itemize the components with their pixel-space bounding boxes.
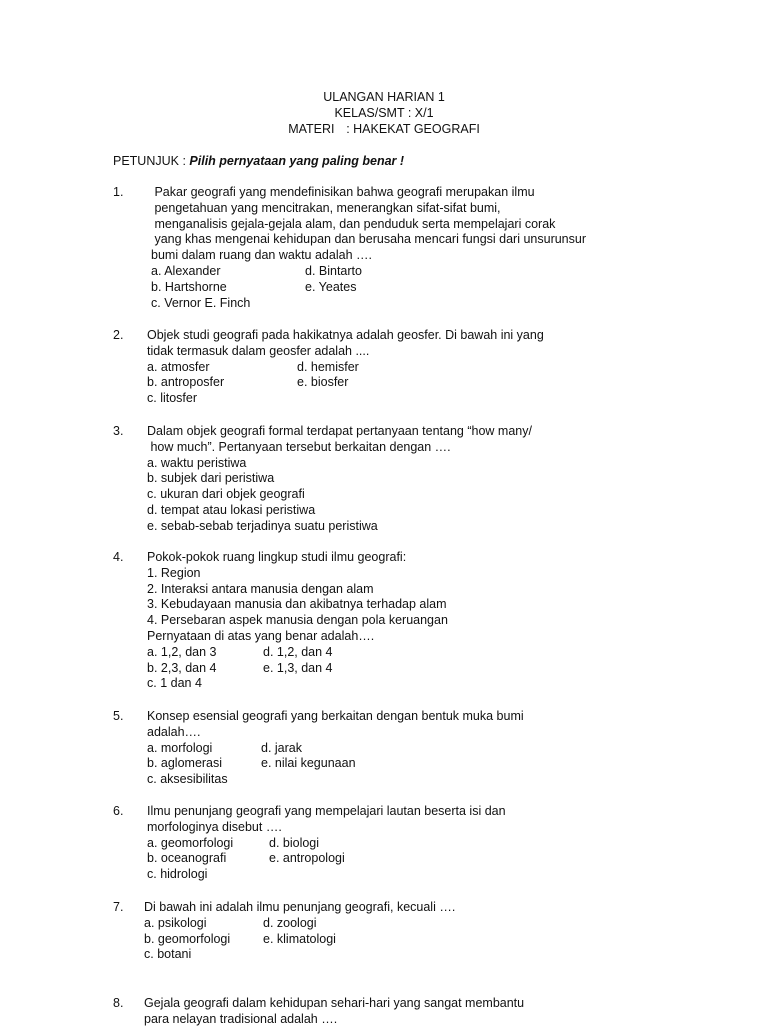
question-number: 2. bbox=[113, 328, 124, 342]
answer-option: d. Bintarto bbox=[305, 263, 362, 278]
class-semester: KELAS/SMT : X/1 bbox=[334, 105, 434, 120]
answer-option: e. sebab-sebab terjadinya suatu peristiwa bbox=[147, 518, 378, 533]
answer-option: d. 1,2, dan 4 bbox=[263, 644, 333, 659]
answer-option-row bbox=[147, 375, 667, 391]
answer-option: b. oceanografi bbox=[147, 851, 227, 866]
question-body bbox=[147, 709, 667, 788]
question-text-line: Ilmu penunjang geografi yang mempelajari lautan beserta isi dan bbox=[147, 804, 506, 818]
question-text-line: Konsep esensial geografi yang berkaitan dengan bentuk muka bumi bbox=[147, 709, 524, 723]
question-text-line: Pernyataan di atas yang benar adalah…. bbox=[147, 628, 375, 643]
answer-option: b. Hartshorne bbox=[151, 279, 227, 294]
question-number: 4. bbox=[113, 550, 124, 564]
answer-option-row bbox=[147, 471, 667, 487]
question-number: 6. bbox=[113, 804, 124, 818]
answer-option: c. Vernor E. Finch bbox=[151, 295, 251, 310]
answer-option-row bbox=[151, 296, 671, 312]
answer-option-row bbox=[147, 851, 667, 867]
instruction bbox=[113, 154, 404, 170]
answer-option: a. 1,2, dan 3 bbox=[147, 644, 217, 659]
question-text-line: Di bawah ini adalah ilmu penunjang geografi, kecuali …. bbox=[144, 900, 456, 914]
answer-option-row bbox=[147, 756, 667, 772]
question-text-line: 3. Kebudayaan manusia dan akibatnya terhadap alam bbox=[147, 597, 447, 612]
answer-option: e. antropologi bbox=[269, 851, 345, 866]
exam-title: ULANGAN HARIAN 1 bbox=[323, 90, 445, 104]
answer-option-row bbox=[147, 391, 667, 407]
answer-option: d. biologi bbox=[269, 835, 320, 850]
answer-option: c. litosfer bbox=[147, 391, 198, 406]
question-text-line: Pakar geografi yang mendefinisikan bahwa geografi merupakan ilmu bbox=[151, 185, 535, 199]
answer-option: d. zoologi bbox=[263, 915, 317, 930]
answer-option: a. atmosfer bbox=[147, 359, 210, 374]
answer-option: e. nilai kegunaan bbox=[261, 756, 356, 771]
materi-value: : HAKEKAT GEOGRAFI bbox=[346, 121, 480, 136]
question-number: 3. bbox=[113, 424, 124, 438]
answer-option: a. waktu peristiwa bbox=[147, 455, 247, 470]
answer-option: b. 2,3, dan 4 bbox=[147, 660, 217, 675]
question-number: 1. bbox=[113, 185, 124, 199]
question-body bbox=[147, 804, 667, 883]
question-text-line: Dalam objek geografi formal terdapat pertanyaan tentang “how many/ bbox=[147, 424, 532, 438]
answer-option-row bbox=[147, 645, 667, 661]
question-text-line: tidak termasuk dalam geosfer adalah .... bbox=[147, 343, 370, 358]
question-number: 5. bbox=[113, 709, 124, 723]
question-text-line: menganalisis gejala-gejala alam, dan penduduk serta mempelajari corak bbox=[151, 216, 556, 231]
answer-option: b. subjek dari peristiwa bbox=[147, 471, 275, 486]
instruction-text: Pilih pernyataan yang paling benar ! bbox=[189, 154, 405, 168]
answer-option-row bbox=[144, 932, 664, 948]
question-text-line: how much”. Pertanyaan tersebut berkaitan dengan …. bbox=[147, 439, 451, 454]
answer-option: c. 1 dan 4 bbox=[147, 676, 202, 691]
answer-option: d. hemisfer bbox=[297, 359, 359, 374]
question-text-line: adalah…. bbox=[147, 724, 201, 739]
answer-option-row bbox=[147, 741, 667, 757]
answer-option: a. Alexander bbox=[151, 263, 221, 278]
question-text-line: 1. Region bbox=[147, 565, 201, 580]
materi-label: MATERI bbox=[288, 121, 335, 136]
subject-matter bbox=[0, 122, 768, 138]
question-text-line: bumi dalam ruang dan waktu adalah …. bbox=[151, 248, 372, 263]
question-number: 8. bbox=[113, 996, 124, 1010]
answer-option: c. hidrologi bbox=[147, 867, 208, 882]
question-body bbox=[144, 900, 664, 963]
question-text-line: morfologinya disebut …. bbox=[147, 819, 282, 834]
answer-option: c. ukuran dari objek geografi bbox=[147, 487, 305, 502]
answer-option-row bbox=[147, 867, 667, 883]
answer-option-row bbox=[147, 503, 667, 519]
answer-option: b. antroposfer bbox=[147, 375, 225, 390]
answer-option-row bbox=[147, 487, 667, 503]
answer-option: a. geomorfologi bbox=[147, 835, 234, 850]
answer-option-row bbox=[147, 519, 667, 535]
answer-option-row bbox=[147, 661, 667, 677]
question-text-line: yang khas mengenai kehidupan dan berusaha mencari fungsi dari unsurunsur bbox=[151, 232, 587, 247]
question-text-line: 4. Persebaran aspek manusia dengan pola keruangan bbox=[147, 613, 448, 628]
answer-option-row bbox=[147, 456, 667, 472]
answer-option: b. aglomerasi bbox=[147, 756, 223, 771]
answer-option-row bbox=[151, 280, 671, 296]
question-text-line: Gejala geografi dalam kehidupan sehari-hari yang sangat membantu bbox=[144, 996, 525, 1010]
answer-option: b. geomorfologi bbox=[144, 931, 231, 946]
answer-option: e. klimatologi bbox=[263, 931, 336, 946]
exam-header bbox=[0, 90, 768, 137]
answer-option-row bbox=[144, 916, 664, 932]
answer-option: d. jarak bbox=[261, 740, 302, 755]
answer-option: c. aksesibilitas bbox=[147, 772, 228, 787]
answer-option-row bbox=[147, 676, 667, 692]
question-body bbox=[147, 424, 667, 535]
answer-option: a. morfologi bbox=[147, 740, 213, 755]
answer-option: a. psikologi bbox=[144, 915, 207, 930]
answer-option: e. Yeates bbox=[305, 279, 357, 294]
answer-option: d. tempat atau lokasi peristiwa bbox=[147, 502, 316, 517]
answer-option: c. botani bbox=[144, 947, 192, 962]
answer-option: e. biosfer bbox=[297, 375, 349, 390]
question-number: 7. bbox=[113, 900, 124, 914]
answer-option-row bbox=[144, 947, 664, 963]
question-text-line: Pokok-pokok ruang lingkup studi ilmu geografi: bbox=[147, 550, 407, 564]
question-text-line: 2. Interaksi antara manusia dengan alam bbox=[147, 581, 374, 596]
question-text-line: Objek studi geografi pada hakikatnya adalah geosfer. Di bawah ini yang bbox=[147, 328, 544, 342]
instruction-label: PETUNJUK : bbox=[113, 154, 190, 168]
answer-option-row bbox=[147, 836, 667, 852]
answer-option: e. 1,3, dan 4 bbox=[263, 660, 333, 675]
question-body bbox=[151, 185, 671, 311]
answer-option-row bbox=[147, 360, 667, 376]
question-body bbox=[147, 550, 667, 692]
question-text-line: para nelayan tradisional adalah …. bbox=[144, 1011, 338, 1026]
question-body bbox=[144, 996, 664, 1028]
question-text-line: pengetahuan yang mencitrakan, menerangkan sifat-sifat bumi, bbox=[151, 200, 501, 215]
answer-option-row bbox=[151, 264, 671, 280]
question-body bbox=[147, 328, 667, 407]
answer-option-row bbox=[147, 772, 667, 788]
